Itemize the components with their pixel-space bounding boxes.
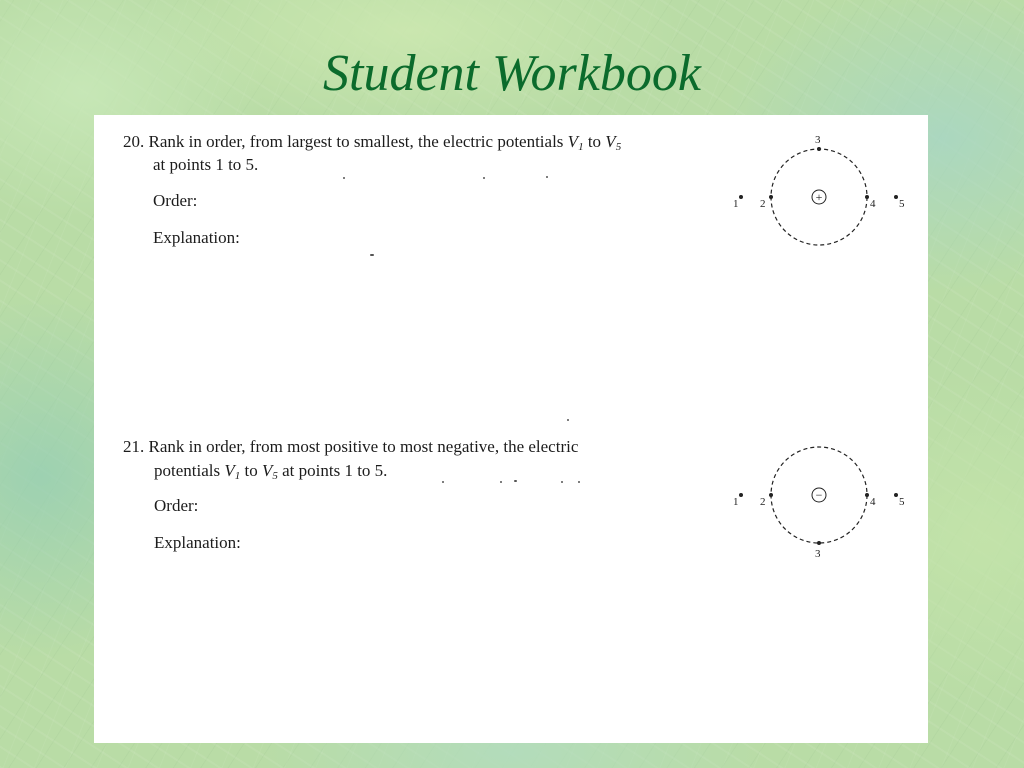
point-1 — [739, 493, 743, 497]
variable-v-start: $V_1$ — [224, 461, 241, 482]
svg-text:+: + — [815, 190, 823, 204]
scan-speck — [567, 419, 569, 421]
question-21-line-1 — [123, 436, 578, 458]
point-2 — [769, 493, 773, 497]
order-label: Order: — [154, 496, 199, 515]
question-20-joiner: to — [587, 132, 602, 151]
question-20-number: 20. — [123, 132, 145, 151]
question-21-prefix: potentials — [154, 461, 221, 480]
explanation-label: Explanation: — [153, 228, 240, 247]
point-5-label: 5 — [899, 198, 905, 210]
point-1-label: 1 — [733, 198, 739, 210]
point-4-label: 4 — [870, 496, 876, 508]
point-5-label: 5 — [899, 496, 905, 508]
point-3-label: 3 — [815, 548, 821, 560]
point-4 — [865, 493, 869, 497]
scan-speck — [514, 480, 517, 482]
circled-minus-icon — [812, 488, 826, 502]
point-1-label: 1 — [733, 496, 739, 508]
point-4-label: 4 — [870, 198, 876, 210]
point-4 — [865, 195, 869, 199]
question-20-line-1 — [123, 131, 621, 153]
svg-text:−: − — [815, 488, 823, 502]
question-21-joiner: to — [244, 461, 258, 480]
point-2-label: 2 — [760, 198, 766, 210]
variable-v-end: $V_5$ — [605, 132, 622, 153]
circled-plus-icon — [812, 190, 826, 204]
point-3 — [817, 147, 821, 151]
scan-speck — [546, 176, 548, 178]
point-2 — [769, 195, 773, 199]
point-5 — [894, 493, 898, 497]
point-3 — [817, 541, 821, 545]
question-21-suffix: at points 1 to 5. — [282, 461, 388, 480]
question-21-number: 21. — [123, 437, 145, 456]
point-2-label: 2 — [760, 496, 766, 508]
point-1 — [739, 195, 743, 199]
question-20-line-2: at points 1 to 5. — [153, 155, 259, 174]
question-20-text: Rank in order, from largest to smallest, the electric potentials — [148, 132, 564, 151]
question-21-charge-diagram — [726, 431, 926, 561]
slide-title: Student Workbook — [323, 45, 701, 102]
scan-speck — [343, 177, 345, 179]
variable-v-end: $V_5$ — [261, 461, 278, 482]
scan-speck — [442, 481, 444, 483]
variable-v-start: $V_1$ — [567, 132, 584, 153]
point-3-label: 3 — [815, 134, 821, 146]
question-20-charge-diagram — [726, 129, 926, 259]
scan-speck — [500, 481, 502, 483]
workbook-page — [94, 115, 928, 743]
question-21-line-2 — [154, 460, 387, 482]
explanation-label: Explanation: — [154, 533, 241, 552]
question-21-text: Rank in order, from most positive to most negative, the electric — [148, 437, 579, 456]
scan-speck — [370, 254, 374, 256]
order-label: Order: — [153, 191, 198, 210]
scan-speck — [561, 481, 563, 483]
scan-speck — [578, 481, 580, 483]
point-5 — [894, 195, 898, 199]
scan-speck — [483, 177, 485, 179]
